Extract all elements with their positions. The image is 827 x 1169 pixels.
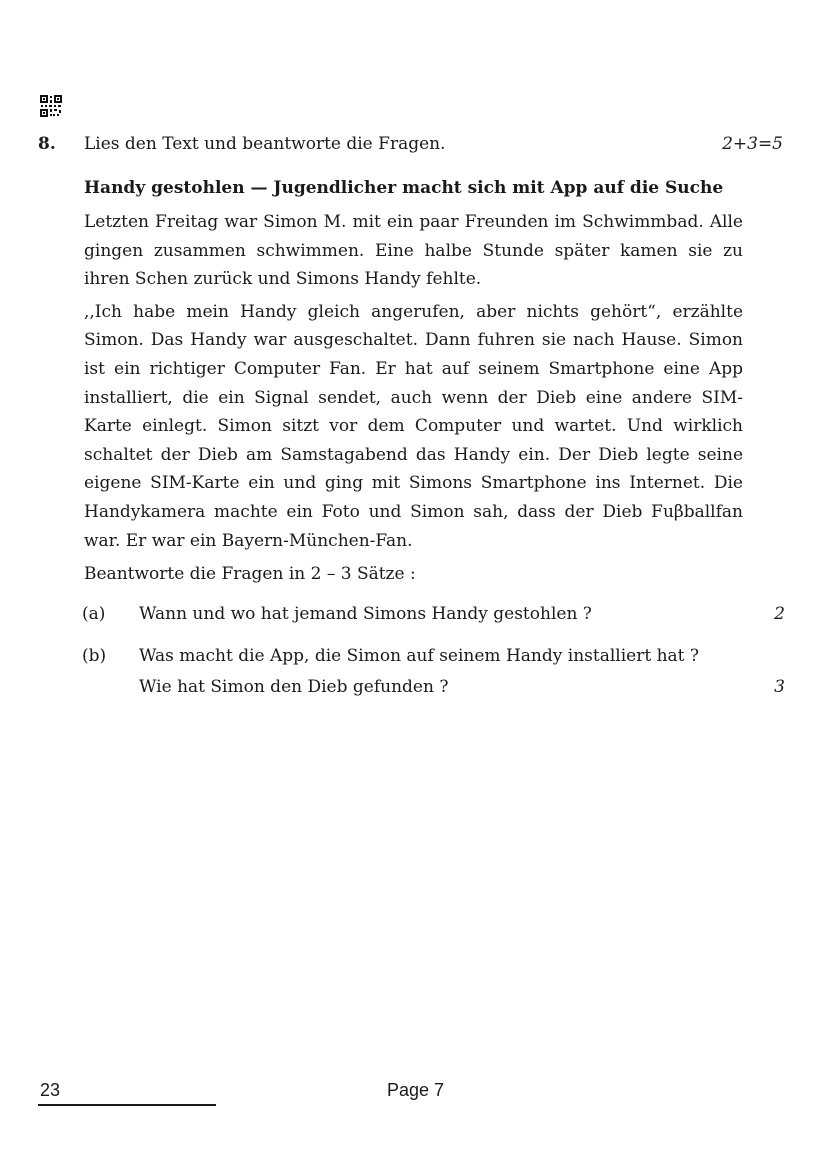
answer-instruction: Beantworte die Fragen in 2 – 3 Sätze : [84, 564, 416, 584]
page-number: Page 7 [387, 1080, 445, 1100]
passage-heading: Handy gestohlen — Jugendlicher macht sich mit App auf die Suche [84, 178, 724, 198]
passage-body [84, 208, 743, 555]
subquestion-a-text: Wann und wo hat jemand Simons Handy gestohlen ? [139, 604, 592, 624]
subquestion-b-marks: 3 [774, 677, 785, 697]
subquestion-b-text-line-1: Was macht die App, die Simon auf seinem Handy installiert hat ? [139, 646, 700, 666]
footer-code: 23 [40, 1080, 61, 1100]
question-marks: 2+3=5 [722, 134, 783, 154]
question-number: 8. [38, 134, 56, 154]
question-instruction: Lies den Text und beantworte die Fragen. [84, 134, 446, 154]
qr-code-icon [40, 95, 62, 117]
subquestion-b-label: (b) [82, 646, 107, 666]
subquestion-a-label: (a) [82, 604, 106, 624]
passage-paragraph-2: ,,Ich habe mein Handy gleich angerufen, aber nichts gehört“, erzählte Simon. Das Handy war ausgeschaltet. Dann fuhren sie nach Hause. Simon ist ein richtiger Computer Fan. Er hat auf seinem Smartphone eine App installiert, die ein Signal sendet, auch wenn der Dieb eine andere SIM-Karte einlegt. Simon sitzt vor dem Computer und wartet. Und wirklich schaltet der Dieb am Samstagabend das Handy ein. Der Dieb legte seine eigene SIM-Karte ein und ging mit Simons Smartphone ins Internet. Die Handykamera machte ein Foto und Simon sah, dass der Dieb Fuβballfan war. Er war ein Bayern-München-Fan. [84, 301, 743, 551]
subquestion-a-marks: 2 [774, 604, 785, 624]
subquestion-b-text-line-2: Wie hat Simon den Dieb gefunden ? [139, 677, 449, 697]
passage-paragraph-1: Letzten Freitag war Simon M. mit ein paar Freunden im Schwimmbad. Alle gingen zusammen schwimmen. Eine halbe Stunde später kamen sie zu ihren Schen zurück und Simons Handy fehlte. [84, 212, 743, 290]
footer-rule [38, 1104, 216, 1106]
